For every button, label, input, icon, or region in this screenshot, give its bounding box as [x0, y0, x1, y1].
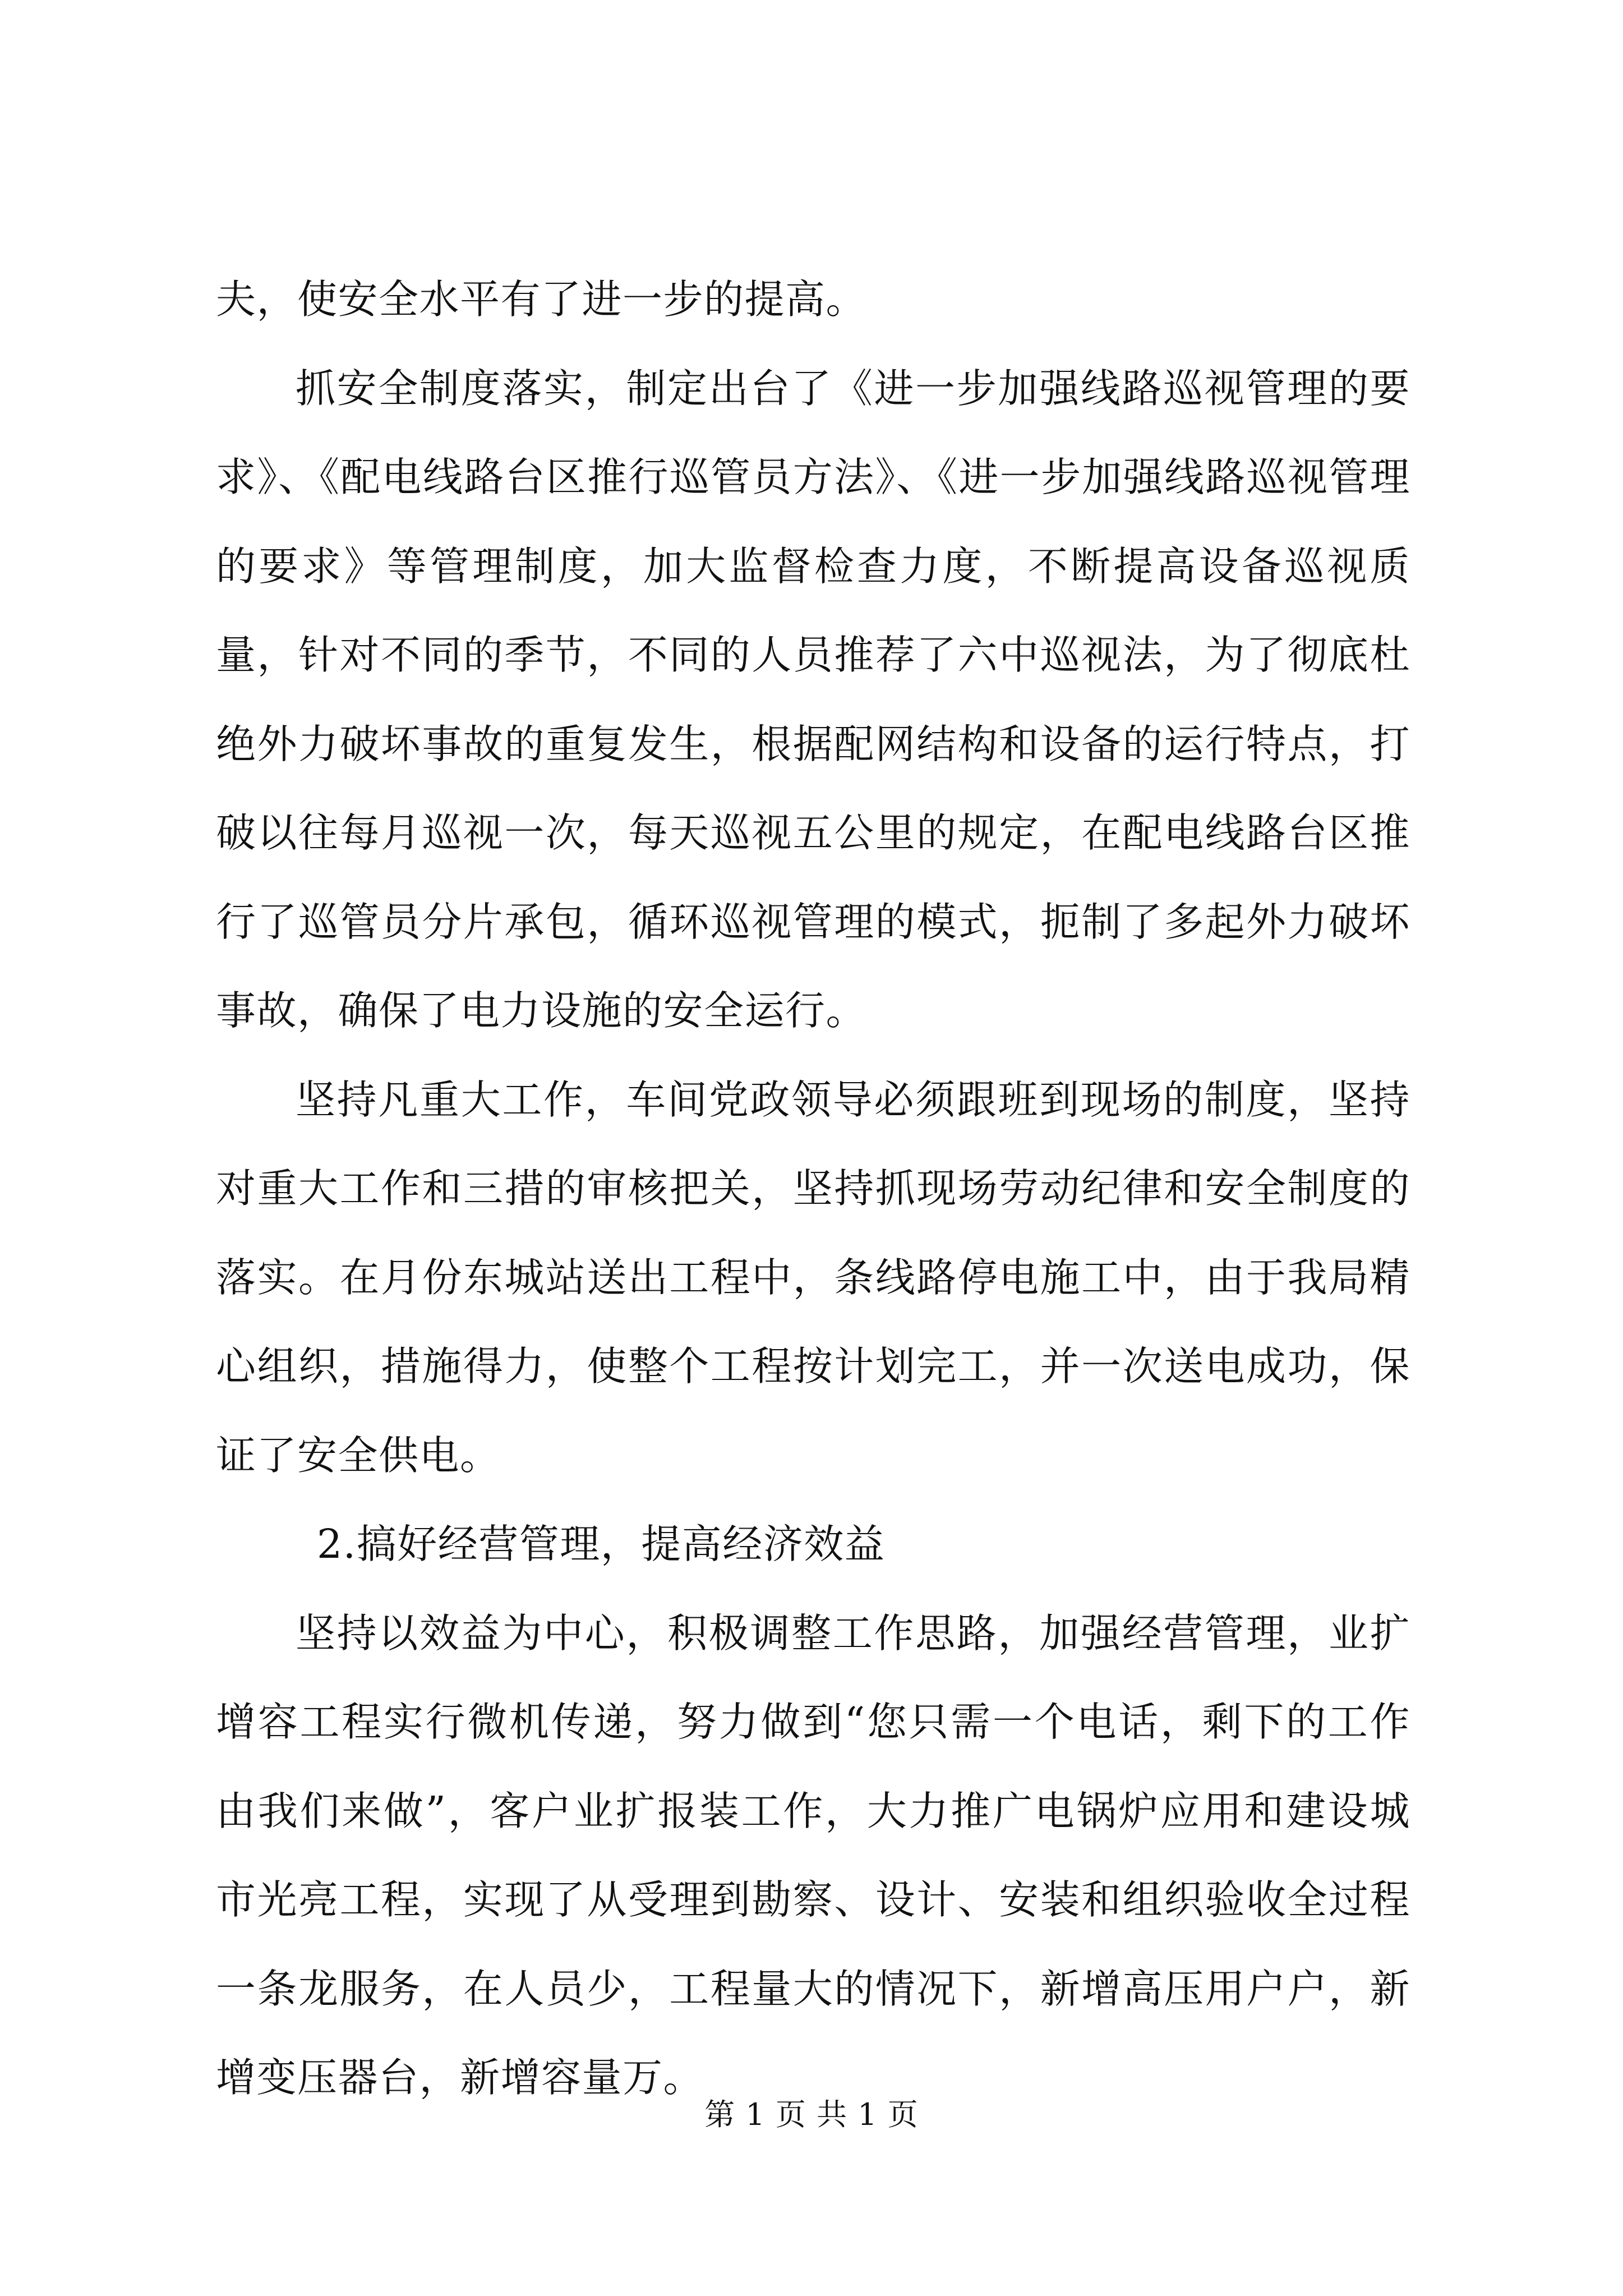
paragraph-major-work-supervision: 坚持凡重大工作，车间党政领导必须跟班到现场的制度，坚持对重大工作和三措的审核把关，坚持抓现场劳动纪律和安全制度的落实。在月份东城站送出工程中，条线路停电施工中，由于我局精心组织，措施得力，使整个工程按计划完工，并一次送电成功，保证了安全供电。 — [216, 1076, 1410, 1479]
document-body — [216, 255, 1410, 2123]
paragraph-safety-regulations: 抓安全制度落实，制定出台了《进一步加强线路巡视管理的要求》、《配电线路台区推行巡管员方法》、《进一步加强线路巡视管理的要求》等管理制度，加大监督检查力度，不断提高设备巡视质量，针对不同的季节，不同的人员推荐了六中巡视法，为了彻底杜绝外力破坏事故的重复发生，根据配网结构和设备的运行特点，打破以往每月巡视一次，每天巡视五公里的规定，在配电线路台区推行了巡管员分片承包，循环巡视管理的模式，扼制了多起外力破坏事故，确保了电力设施的安全运行。 — [216, 365, 1410, 1034]
section-heading: 2.搞好经营管理，提高经济效益 — [317, 1521, 886, 1567]
paragraph-business-management: 坚持以效益为中心，积极调整工作思路，加强经营管理，业扩增容工程实行微机传递，努力做到“您只需一个电话，剩下的工作由我们来做”，客户业扩报装工作，大力推广电锅炉应用和建设城市光亮工程，实现了从受理到勘察、设计、安装和组织验收全过程一条龙服务，在人员少，工程量大的情况下，新增高压用户户，新增变压器台，新增容量万。 — [216, 1609, 1410, 2101]
page-footer: 第 1 页 共 1 页 — [704, 2097, 919, 2132]
paragraph-continuation: 夫，使安全水平有了进一步的提高。 — [216, 276, 867, 323]
